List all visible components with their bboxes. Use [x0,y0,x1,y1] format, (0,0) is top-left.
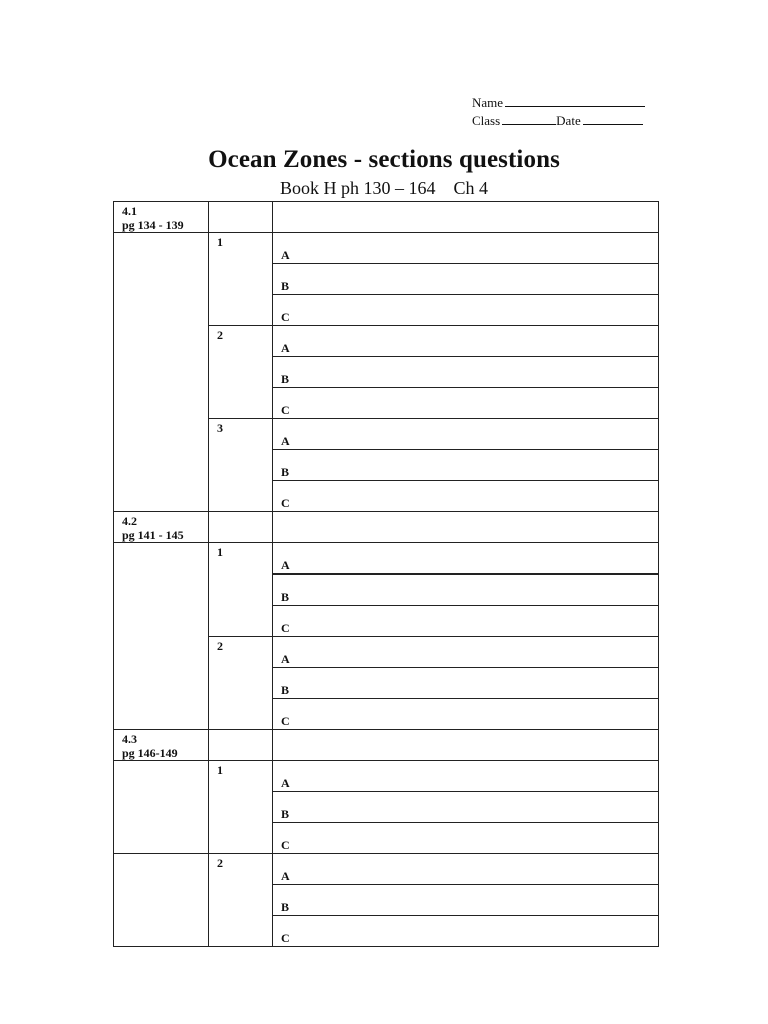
answer-row[interactable] [272,791,659,823]
answer-letter: A [281,775,290,790]
answer-row[interactable] [272,605,659,637]
answer-row[interactable] [272,325,659,357]
answer-letter: A [281,434,290,449]
answer-letter: B [281,806,290,821]
answer-letter: C [281,310,290,325]
date-label: Date [556,113,581,128]
answer-letter: B [281,279,290,294]
section-notes-cell[interactable] [113,542,209,729]
section-header-cell [113,729,209,761]
questions-table [113,201,658,946]
worksheet-subtitle: Book H ph 130 – 164 Ch 4 [279,178,488,198]
answer-letter: A [281,558,290,573]
question-number: 3 [217,421,223,436]
section-answer-cell[interactable] [272,201,659,233]
section-pages: pg 141 - 145 [122,528,184,543]
answer-letter: C [281,403,290,418]
answer-row[interactable] [272,294,659,326]
question-number-cell [208,760,273,854]
answer-letter: B [281,465,290,480]
question-number-cell [208,232,273,326]
answer-row[interactable] [272,760,659,792]
answer-row[interactable] [272,232,659,264]
section-heading [122,514,184,542]
section-pages: pg 134 - 139 [122,218,184,232]
answer-letter: A [281,248,290,263]
answer-letter: C [281,930,290,945]
student-info [472,94,645,130]
question-number: 2 [217,328,223,343]
answer-letter: A [281,341,290,356]
question-number: 1 [217,762,223,777]
question-number-cell [208,325,273,419]
answer-row[interactable] [272,387,659,419]
answer-letter: A [281,651,290,666]
answer-letter: B [281,899,290,914]
answer-row[interactable] [272,574,659,606]
name-field-row [472,94,645,112]
worksheet-title: Ocean Zones - sections questions [208,146,560,173]
question-number: 2 [217,855,223,870]
section-notes-cell[interactable] [113,232,209,512]
answer-row[interactable] [272,667,659,699]
section-number: 4.2 [122,514,137,529]
answer-letter: C [281,837,290,852]
section-answer-cell[interactable] [272,729,659,761]
question-number: 1 [217,545,223,560]
question-number: 2 [217,638,223,653]
name-label: Name [472,95,504,110]
answer-row[interactable] [272,356,659,388]
question-number-cell [208,542,273,636]
answer-row[interactable] [272,698,659,730]
section-answer-cell[interactable] [272,511,659,543]
question-number-cell [208,418,273,512]
answer-row[interactable] [272,636,659,668]
section-pages: pg 146-149 [122,745,178,760]
answer-row[interactable] [272,263,659,295]
class-date-row [472,112,645,130]
section-header-cell [113,511,209,543]
date-blank[interactable] [583,112,643,125]
class-blank[interactable] [502,112,556,125]
section-heading [122,204,184,232]
section-heading [122,732,178,760]
answer-letter: B [281,589,290,604]
answer-row[interactable] [272,853,659,885]
answer-row[interactable] [272,480,659,512]
answer-letter: C [281,713,290,728]
answer-row[interactable] [272,915,659,947]
section-notes-cell[interactable] [113,760,209,854]
answer-row[interactable] [272,884,659,916]
question-number-cell [208,636,273,730]
section-header-blank [208,511,273,543]
section-header-blank [208,201,273,233]
answer-row[interactable] [272,449,659,481]
section-header-cell [113,201,209,233]
answer-row[interactable] [272,542,659,574]
section-notes-cell[interactable] [113,853,209,947]
answer-letter: B [281,682,290,697]
answer-row[interactable] [272,822,659,854]
section-number: 4.1 [122,204,137,218]
answer-letter: A [281,868,290,883]
section-number: 4.3 [122,731,137,746]
answer-letter: C [281,496,290,511]
answer-letter: C [281,620,290,635]
class-label: Class [472,113,501,128]
question-number-cell [208,853,273,947]
answer-letter: B [281,372,290,387]
section-header-blank [208,729,273,761]
answer-row[interactable] [272,418,659,450]
name-blank[interactable] [505,94,645,107]
question-number: 1 [217,235,223,250]
